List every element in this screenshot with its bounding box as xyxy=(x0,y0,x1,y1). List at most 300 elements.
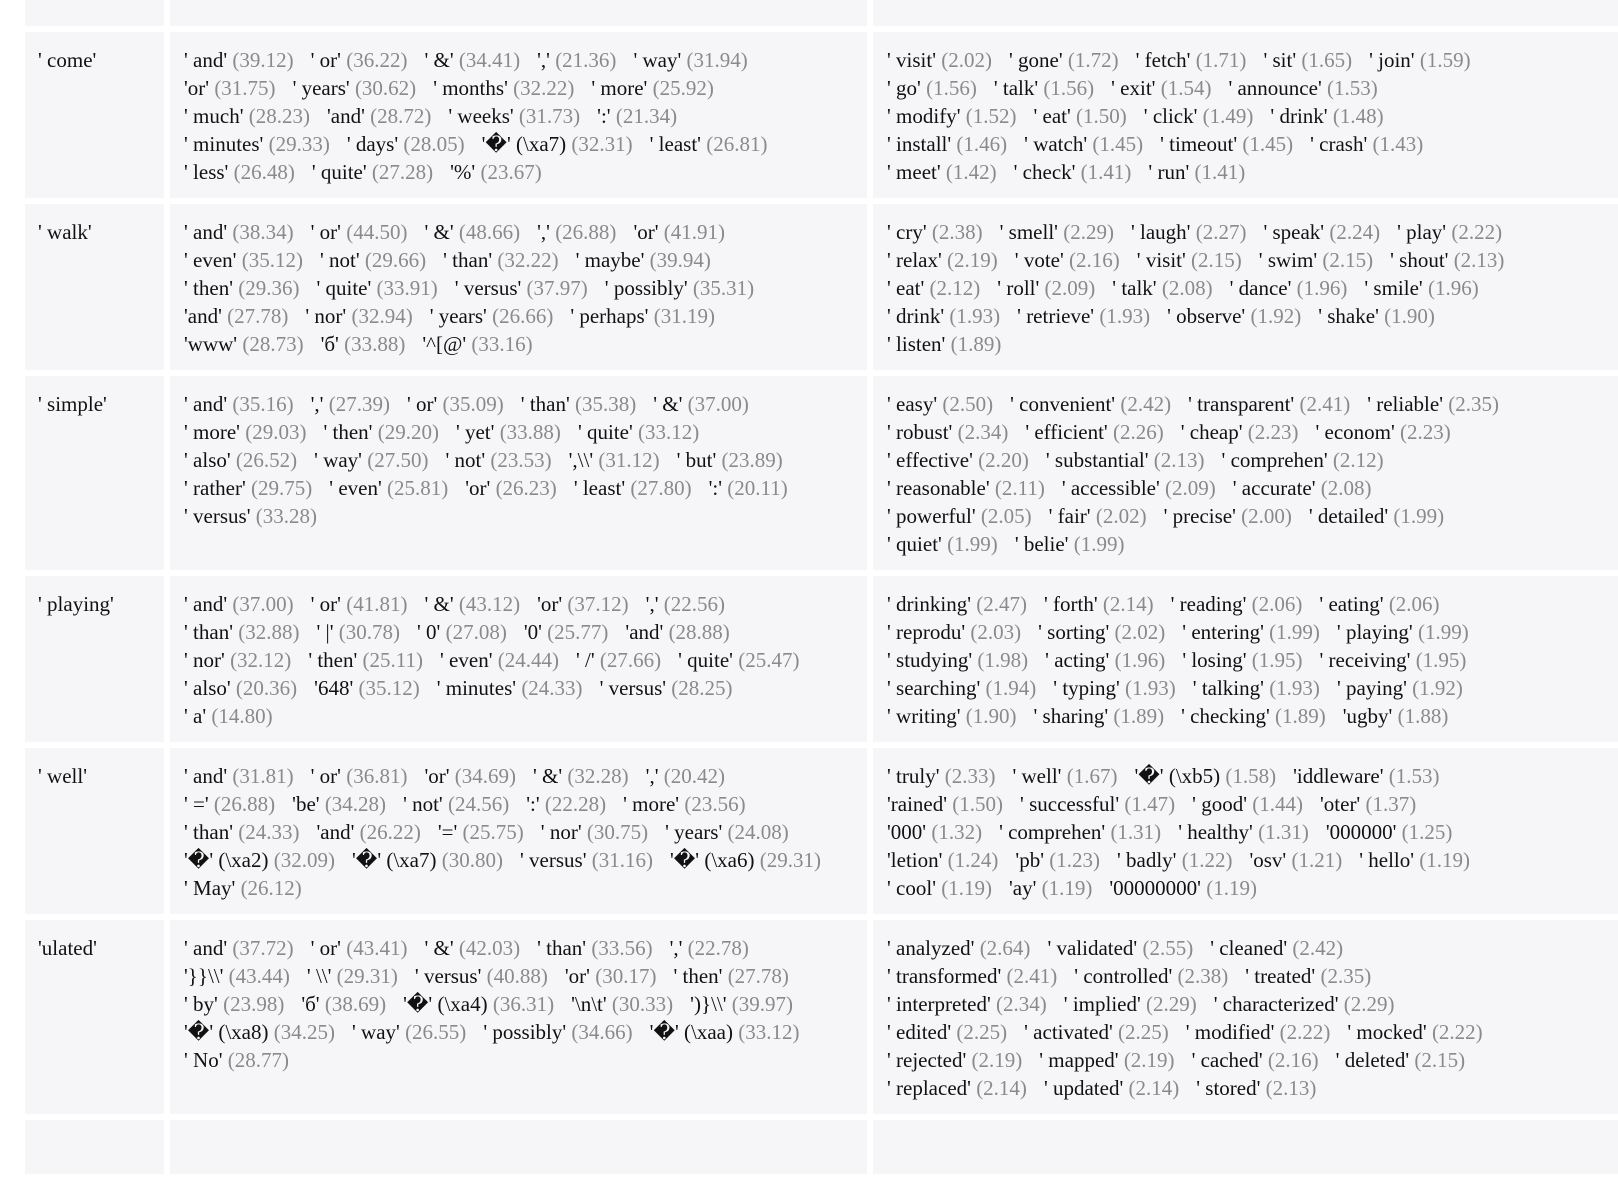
token-text: ' updated' xyxy=(1043,1076,1124,1100)
token-entry xyxy=(301,992,386,1016)
token-score: (2.15) xyxy=(1322,248,1374,272)
token-entry xyxy=(690,992,793,1016)
token-entry xyxy=(887,476,1045,500)
token-text: ' join' xyxy=(1369,48,1415,72)
token-score: (32.94) xyxy=(351,304,413,328)
token-entry xyxy=(1010,392,1171,416)
token-entry xyxy=(1390,248,1504,272)
token-score: (26.55) xyxy=(405,1020,467,1044)
token-entry xyxy=(327,104,431,128)
token-entry xyxy=(1112,276,1212,300)
token-entry xyxy=(1196,1076,1316,1100)
token-entry xyxy=(1318,304,1435,328)
token-score: (32.22) xyxy=(497,248,559,272)
token-score: (1.93) xyxy=(1125,676,1176,700)
token-entry xyxy=(1134,764,1276,788)
token-line xyxy=(887,646,1604,674)
token-entry xyxy=(887,392,993,416)
token-entry xyxy=(887,620,1021,644)
token-score: (2.06) xyxy=(1388,592,1440,616)
token-score: (28.25) xyxy=(671,676,733,700)
token-entry xyxy=(456,420,561,444)
token-entry xyxy=(887,704,1016,728)
token-entry xyxy=(450,160,542,184)
token-score: (2.25) xyxy=(956,1020,1008,1044)
table-row xyxy=(25,32,1618,198)
token-cell xyxy=(25,920,164,1114)
token-score: (26.23) xyxy=(495,476,557,500)
token-score: (2.29) xyxy=(1146,992,1197,1016)
token-entry xyxy=(415,964,548,988)
token-entry xyxy=(184,820,299,844)
token-entry xyxy=(311,592,408,616)
token-entry xyxy=(438,820,524,844)
token-entry xyxy=(1033,704,1164,728)
token-text: ')}\\' xyxy=(690,992,727,1016)
token-line xyxy=(184,674,853,702)
token-text: ' reasonable' xyxy=(887,476,990,500)
token-line xyxy=(887,474,1604,502)
token-text: ' shake' xyxy=(1318,304,1379,328)
token-line xyxy=(887,46,1604,74)
token-text: ' versus' xyxy=(454,276,522,300)
token-entry xyxy=(1214,992,1395,1016)
token-entry xyxy=(541,820,648,844)
token-entry xyxy=(1326,820,1453,844)
token-score: (1.99) xyxy=(1393,504,1445,528)
token-entry xyxy=(1210,936,1343,960)
token-score: (26.81) xyxy=(706,132,768,156)
token-entry xyxy=(448,104,580,128)
token-score: (20.42) xyxy=(663,764,725,788)
token-score: (30.62) xyxy=(354,76,417,100)
bottom-tokens-cell xyxy=(873,204,1618,370)
token-line xyxy=(887,0,1604,14)
token-entry xyxy=(1397,220,1502,244)
token-entry xyxy=(887,220,983,244)
token-text: ' badly' xyxy=(1116,848,1177,872)
token-score: (32.88) xyxy=(238,620,300,644)
token-score: (1.96) xyxy=(1296,276,1348,300)
token-entry xyxy=(887,1020,1007,1044)
token-score: (1.50) xyxy=(1076,104,1127,128)
token-entry xyxy=(1015,248,1120,272)
token-score: (1.46) xyxy=(956,132,1008,156)
token-score: (14.80) xyxy=(211,704,273,728)
token-score: (2.29) xyxy=(1063,220,1114,244)
token-entry xyxy=(650,132,768,156)
token-score: (2.23) xyxy=(1247,420,1299,444)
token-text: ' May' xyxy=(184,876,236,900)
token-text: 'or' xyxy=(184,76,210,100)
token-entry xyxy=(1310,132,1423,156)
token-entry xyxy=(424,220,520,244)
token-entry xyxy=(437,676,583,700)
token-entry xyxy=(329,476,448,500)
token-score: (2.38) xyxy=(1177,964,1229,988)
token-text: '000' xyxy=(887,820,927,844)
token-entry xyxy=(605,276,754,300)
token-score: (28.72) xyxy=(370,104,432,128)
token-text: ' activated' xyxy=(1024,1020,1113,1044)
token-text: ' announce' xyxy=(1228,76,1322,100)
token-text: ' |' xyxy=(316,620,334,644)
token-entry xyxy=(1320,792,1416,816)
token-entry xyxy=(1270,104,1383,128)
token-entry xyxy=(184,420,306,444)
token-entry xyxy=(646,592,725,616)
token-entry xyxy=(1337,620,1469,644)
token-line xyxy=(887,302,1604,330)
token-text: ' but' xyxy=(676,448,717,472)
token-line xyxy=(887,446,1604,474)
token-text: 'б' xyxy=(320,332,339,356)
token-score: (26.48) xyxy=(233,160,295,184)
token-text: '�' (\xaa) xyxy=(649,1020,733,1044)
token-text: ' truly' xyxy=(887,764,940,788)
token-entry xyxy=(887,132,1007,156)
token-entry xyxy=(887,532,998,556)
token-line xyxy=(184,1046,853,1074)
token-entry xyxy=(521,392,636,416)
token-text: ' comprehen' xyxy=(1221,448,1328,472)
token-score: (25.92) xyxy=(652,76,714,100)
token-line xyxy=(184,646,853,674)
token-score: (41.81) xyxy=(346,592,408,616)
token-text: ' treated' xyxy=(1245,964,1316,988)
token-line xyxy=(184,762,853,790)
token-score: (2.22) xyxy=(1279,1020,1331,1044)
token-text: ' nor' xyxy=(540,820,582,844)
token-score: (31.12) xyxy=(598,448,660,472)
token-score: (2.27) xyxy=(1195,220,1247,244)
token-line xyxy=(887,702,1604,730)
token-text: 'pb' xyxy=(1015,848,1044,872)
token-text: ' visit' xyxy=(887,48,936,72)
token-entry xyxy=(1293,764,1439,788)
token-score: (44.50) xyxy=(346,220,408,244)
token-text: ' least' xyxy=(649,132,701,156)
token-text: ' nor' xyxy=(184,648,225,672)
token-entry xyxy=(999,820,1161,844)
token-entry xyxy=(184,848,335,872)
token-entry xyxy=(1319,648,1466,672)
token-text: ' more' xyxy=(623,792,680,816)
token-entry xyxy=(537,936,652,960)
token-score: (1.93) xyxy=(1099,304,1151,328)
token-score: (34.25) xyxy=(273,1020,335,1044)
token-entry xyxy=(316,820,420,844)
table-row xyxy=(25,576,1618,742)
token-text: '0' xyxy=(523,620,542,644)
token-score: (1.95) xyxy=(1251,648,1303,672)
token-score: (2.24) xyxy=(1329,220,1381,244)
token-score: (2.25) xyxy=(1118,1020,1169,1044)
token-entry xyxy=(887,276,980,300)
token-text: ' not' xyxy=(403,792,443,816)
token-score: (2.14) xyxy=(1102,592,1154,616)
token-line xyxy=(184,74,853,102)
token-text: ' go' xyxy=(887,76,921,100)
token-score: (1.99) xyxy=(1073,532,1125,556)
top-tokens-cell xyxy=(170,0,867,26)
token-entry xyxy=(1319,592,1439,616)
token-line xyxy=(887,818,1604,846)
token-score: (27.08) xyxy=(445,620,507,644)
token-text: ' than' xyxy=(184,820,233,844)
token-text: ' replaced' xyxy=(887,1076,971,1100)
token-score: (1.41) xyxy=(1194,160,1246,184)
token-entry xyxy=(403,992,554,1016)
token-score: (2.08) xyxy=(1320,476,1372,500)
token-text: ' quiet' xyxy=(887,532,942,556)
token-line xyxy=(887,530,1604,558)
token-score: (1.53) xyxy=(1326,76,1378,100)
token-text: ' checking' xyxy=(1181,704,1270,728)
token-entry xyxy=(650,1020,800,1044)
token-entry xyxy=(887,992,1047,1016)
token-text: ' dance' xyxy=(1229,276,1292,300)
token-score: (1.89) xyxy=(1113,704,1165,728)
token-entry xyxy=(1182,648,1302,672)
token-text: ' even' xyxy=(184,248,237,272)
token-score: (2.55) xyxy=(1142,936,1194,960)
token-entry xyxy=(887,160,997,184)
token-text: ',' xyxy=(310,392,324,416)
token-line xyxy=(184,874,853,902)
token-entry xyxy=(184,876,302,900)
token-entry xyxy=(1359,848,1470,872)
token-text: '�' (\xa7) xyxy=(481,132,567,156)
token-score: (1.41) xyxy=(1080,160,1132,184)
token-entry xyxy=(533,764,629,788)
token-score: (1.21) xyxy=(1291,848,1343,872)
token-text: ' swim' xyxy=(1258,248,1318,272)
token-text: ' /' xyxy=(575,648,595,672)
token-entry xyxy=(665,820,789,844)
token-line xyxy=(887,218,1604,246)
token-line xyxy=(887,590,1604,618)
token-score: (2.47) xyxy=(976,592,1027,616)
token-entry xyxy=(307,964,398,988)
token-text: ' robust' xyxy=(887,420,953,444)
token-entry xyxy=(887,1076,1027,1100)
token-text: ' by' xyxy=(184,992,218,1016)
token-text: ' and' xyxy=(184,592,228,616)
token-entry xyxy=(673,964,788,988)
token-entry xyxy=(1025,420,1163,444)
token-score: (2.29) xyxy=(1343,992,1395,1016)
token-entry xyxy=(887,648,1028,672)
token-entry xyxy=(1171,592,1303,616)
token-entry xyxy=(1347,1020,1482,1044)
token-score: (31.16) xyxy=(591,848,653,872)
token-entry xyxy=(678,648,799,672)
token-entry xyxy=(1039,1048,1174,1072)
token-line xyxy=(184,790,853,818)
token-entry xyxy=(417,620,507,644)
token-text: ' than' xyxy=(184,620,233,644)
token-score: (29.03) xyxy=(245,420,307,444)
token-score: (38.69) xyxy=(324,992,387,1016)
token-cell xyxy=(25,748,164,914)
token-entry xyxy=(443,248,558,272)
token-entry xyxy=(597,104,677,128)
token-entry xyxy=(1044,1076,1179,1100)
table-row xyxy=(25,0,1618,26)
token-entry xyxy=(184,936,294,960)
token-entry xyxy=(600,676,733,700)
token-score: (21.36) xyxy=(555,48,617,72)
token-entry xyxy=(1045,648,1165,672)
token-entry xyxy=(314,448,428,472)
top-tokens-cell xyxy=(170,920,867,1114)
token-line xyxy=(184,818,853,846)
token-text: ' minutes' xyxy=(436,676,517,700)
token-entry xyxy=(1015,532,1125,556)
token-entry xyxy=(887,420,1008,444)
token-score: (32.12) xyxy=(230,648,292,672)
token-entry xyxy=(440,648,559,672)
token-score: (31.75) xyxy=(214,76,276,100)
token-text: ' install' xyxy=(887,132,952,156)
bottom-tokens-cell xyxy=(873,576,1618,742)
token-score: (30.33) xyxy=(611,992,674,1016)
token-score: (28.73) xyxy=(242,332,304,356)
token-score: (2.11) xyxy=(994,476,1045,500)
token-text: 'www' xyxy=(184,332,238,356)
token-score: (1.56) xyxy=(926,76,977,100)
token-entry xyxy=(1017,304,1150,328)
token-label: ' simple' xyxy=(38,392,107,416)
token-entry xyxy=(1109,876,1257,900)
token-text: ' reprodu' xyxy=(887,620,966,644)
table-row xyxy=(25,376,1618,570)
token-score: (27.78) xyxy=(727,964,789,988)
token-text: 'or' xyxy=(564,964,590,988)
token-entry xyxy=(1336,1048,1465,1072)
token-text: ' &' xyxy=(533,764,563,788)
token-text: '�' (\xa7) xyxy=(352,848,437,872)
token-text: ' or' xyxy=(310,48,341,72)
token-score: (2.38) xyxy=(931,220,983,244)
token-text: ' transparent' xyxy=(1188,392,1295,416)
token-line xyxy=(184,502,853,530)
token-score: (35.12) xyxy=(358,676,420,700)
token-line xyxy=(184,618,853,646)
token-text: ' then' xyxy=(323,420,373,444)
token-text: ' watch' xyxy=(1024,132,1088,156)
token-text: 'or' xyxy=(465,476,491,500)
token-entry xyxy=(433,76,574,100)
token-text: ' eating' xyxy=(1319,592,1384,616)
token-text: ' months' xyxy=(433,76,508,100)
token-text: ':' xyxy=(597,104,611,128)
token-entry xyxy=(646,764,725,788)
token-entry xyxy=(184,76,276,100)
token-text: ' cool' xyxy=(887,876,936,900)
token-line xyxy=(887,1074,1604,1102)
token-label: ' well' xyxy=(38,764,87,788)
token-entry xyxy=(1222,448,1384,472)
token-text: ' econom' xyxy=(1315,420,1395,444)
token-text: ' years' xyxy=(665,820,723,844)
token-entry xyxy=(184,676,297,700)
token-score: (40.88) xyxy=(486,964,548,988)
token-score: (2.09) xyxy=(1165,476,1216,500)
token-entry xyxy=(305,304,412,328)
token-text: ' cry' xyxy=(887,220,927,244)
token-entry xyxy=(576,248,711,272)
token-text: ' belie' xyxy=(1014,532,1069,556)
token-line xyxy=(887,618,1604,646)
token-score: (2.15) xyxy=(1191,248,1242,272)
token-text: '%' xyxy=(450,160,476,184)
token-text: 'be' xyxy=(292,792,320,816)
token-text: ' sorting' xyxy=(1038,620,1110,644)
token-score: (35.09) xyxy=(442,392,504,416)
token-text: ' &' xyxy=(424,936,454,960)
token-text: ' deleted' xyxy=(1335,1048,1410,1072)
token-entry xyxy=(312,160,433,184)
token-score: (30.78) xyxy=(338,620,401,644)
token-text: ' crash' xyxy=(1310,132,1368,156)
token-score: (1.88) xyxy=(1397,704,1449,728)
token-score: (2.08) xyxy=(1161,276,1213,300)
token-text: ' maybe' xyxy=(575,248,645,272)
token-score: (1.24) xyxy=(947,848,999,872)
token-entry xyxy=(887,1048,1022,1072)
token-line xyxy=(184,102,853,130)
token-score: (20.11) xyxy=(727,476,788,500)
token-score: (37.00) xyxy=(687,392,749,416)
token-score: (35.38) xyxy=(575,392,637,416)
token-text: 'ay' xyxy=(1008,876,1037,900)
token-text: '�' (\xa6) xyxy=(669,848,755,872)
token-text: ' a' xyxy=(184,704,207,728)
token-score: (26.88) xyxy=(555,220,617,244)
token-text: ' versus' xyxy=(599,676,667,700)
token-text: ' observe' xyxy=(1167,304,1246,328)
token-line xyxy=(887,158,1604,186)
token-score: (26.88) xyxy=(213,792,276,816)
token-text: '000000' xyxy=(1325,820,1397,844)
token-entry xyxy=(1188,392,1350,416)
token-text: ' then' xyxy=(308,648,358,672)
token-entry xyxy=(537,48,616,72)
token-text: ' &' xyxy=(424,220,454,244)
token-entry xyxy=(1144,104,1254,128)
token-text: ':' xyxy=(526,792,540,816)
token-text: ' \\' xyxy=(306,964,332,988)
token-score: (2.16) xyxy=(1267,1048,1319,1072)
token-entry xyxy=(1009,876,1092,900)
token-score: (1.99) xyxy=(1417,620,1469,644)
token-text: ' way' xyxy=(352,1020,400,1044)
token-entry xyxy=(994,76,1094,100)
token-cell xyxy=(25,204,164,370)
token-score: (39.12) xyxy=(232,48,294,72)
token-entry xyxy=(1343,704,1449,728)
token-score: (2.12) xyxy=(929,276,981,300)
token-text: ' sharing' xyxy=(1033,704,1109,728)
token-text: ' quite' xyxy=(311,160,367,184)
token-text: ' years' xyxy=(292,76,350,100)
token-entry xyxy=(520,848,653,872)
token-score: (33.16) xyxy=(471,332,533,356)
token-text: ' least' xyxy=(573,476,626,500)
token-score: (1.19) xyxy=(1206,876,1257,900)
